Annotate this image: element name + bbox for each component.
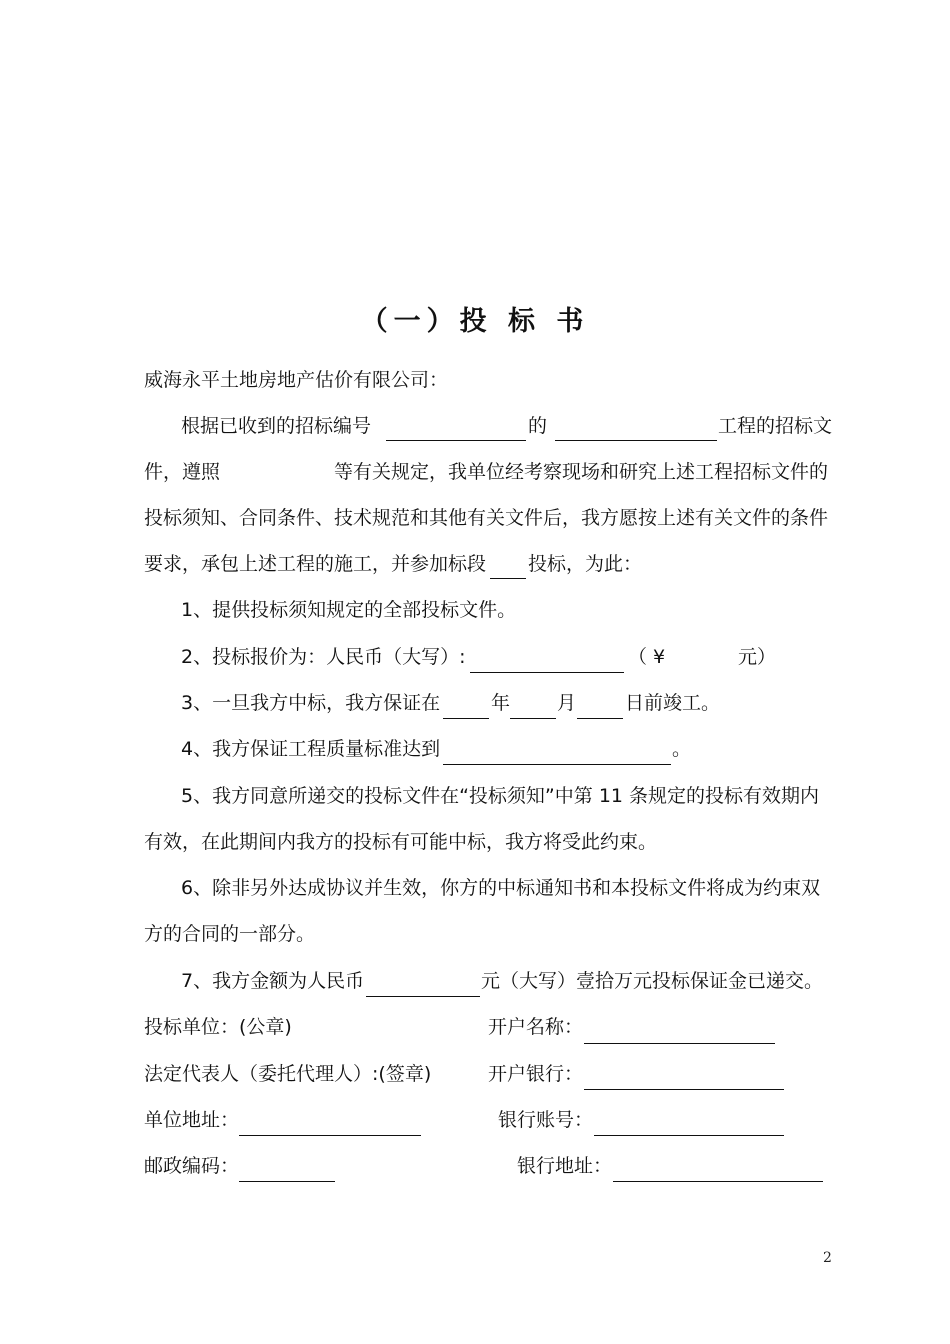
quality-standard-blank[interactable] (443, 764, 671, 765)
item-6-text-b: 方的合同的一部分。 (144, 923, 316, 945)
item-3-text-d: 日前竣工。 (625, 692, 721, 714)
item-5-text-a: 5、我方同意所递交的投标文件在“投标须知”中第 11 条规定的投标有效期内 (181, 785, 820, 807)
p1-text-b: 的 (528, 415, 548, 437)
item-6-text-a: 6、除非另外达成协议并生效，你方的中标通知书和本投标文件将成为约束双 (181, 877, 821, 899)
section-blank[interactable] (490, 578, 526, 579)
document-title: （一）投 标 书 (360, 306, 590, 337)
month-blank[interactable] (510, 718, 556, 719)
price-words-blank[interactable] (470, 672, 624, 673)
p1-text-f: 投标须知、合同条件、技术规范和其他有关文件后，我方愿按上述有关文件的条件 (144, 507, 829, 529)
account-name-label: 开户名称： (488, 1016, 584, 1038)
bank-address-label: 银行地址： (517, 1155, 613, 1177)
bank-address-blank[interactable] (613, 1181, 823, 1182)
p1-text-a: 根据已收到的招标编号 (181, 415, 372, 437)
legal-rep-label: 法定代表人（委托代理人）:(签章) (144, 1063, 432, 1085)
day-blank[interactable] (577, 718, 623, 719)
item-1: 1、提供投标须知规定的全部投标文件。 (181, 599, 517, 621)
deposit-amount-blank[interactable] (366, 996, 480, 997)
postal-code-label: 邮政编码： (144, 1155, 240, 1177)
postal-code-blank[interactable] (239, 1181, 335, 1182)
bank-blank[interactable] (584, 1089, 784, 1090)
item-2-text-a: 2、投标报价为：人民币（大写）: (181, 646, 466, 668)
year-blank[interactable] (443, 718, 489, 719)
bank-label: 开户银行： (488, 1063, 584, 1085)
p1-text-d: 件，遵照 (144, 461, 221, 483)
bank-account-label: 银行账号： (498, 1109, 594, 1131)
item-2-text-b: （ ¥ (628, 646, 666, 668)
item-4-text-b: 。 (672, 738, 692, 760)
item-2-text-c: 元） (738, 646, 777, 668)
item-3-text-b: 年 (491, 692, 511, 714)
unit-address-label: 单位地址： (144, 1109, 240, 1131)
item-3-text-c: 月 (557, 692, 577, 714)
item-5-text-b: 有效，在此期间内我方的投标有可能中标，我方将受此约束。 (144, 831, 658, 853)
bidder-unit-label: 投标单位：(公章) (144, 1016, 292, 1038)
item-7-text-b: 元（大写）壹拾万元投标保证金已递交。 (481, 970, 824, 992)
tender-number-blank[interactable] (386, 440, 526, 441)
page-number: 2 (823, 1250, 832, 1266)
p1-text-h: 投标，为此： (528, 553, 643, 575)
unit-address-blank[interactable] (239, 1135, 421, 1136)
p1-text-e: 等有关规定，我单位经考察现场和研究上述工程招标文件的 (334, 461, 829, 483)
item-3-text-a: 3、一旦我方中标，我方保证在 (181, 692, 441, 714)
p1-text-c: 工程的招标文 (718, 415, 833, 437)
item-7-text-a: 7、我方金额为人民币 (181, 970, 365, 992)
bank-account-blank[interactable] (594, 1135, 784, 1136)
addressee: 威海永平土地房地产估价有限公司： (144, 369, 449, 391)
account-name-blank[interactable] (584, 1043, 775, 1044)
p1-text-g: 要求，承包上述工程的施工，并参加标段 (144, 553, 487, 575)
item-4-text-a: 4、我方保证工程质量标准达到 (181, 738, 441, 760)
project-name-blank[interactable] (555, 440, 717, 441)
